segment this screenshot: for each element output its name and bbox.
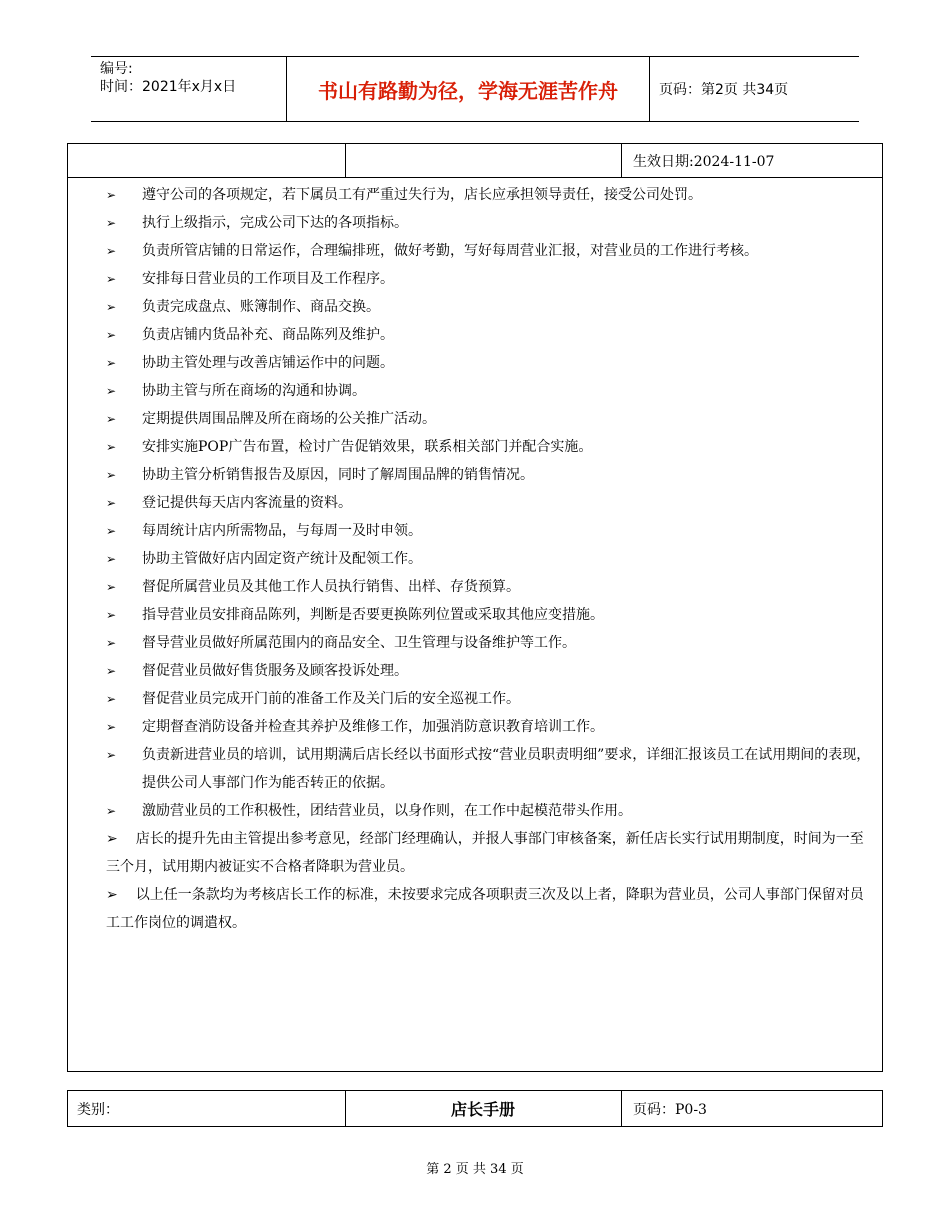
list-item-text: 协助主管做好店内固定资产统计及配领工作。 — [142, 551, 422, 567]
effective-date: 生效日期:2024-11-07 — [633, 153, 775, 170]
category-label: 类别： — [77, 1101, 119, 1118]
list-item-text: 执行上级指示，完成公司下达的各项指标。 — [142, 215, 408, 231]
list-item — [106, 321, 872, 349]
arrowhead-bullet-icon: ➢ — [106, 887, 118, 903]
arrowhead-bullet-icon: ➢ — [106, 831, 118, 847]
code-label: 编号: — [100, 61, 133, 77]
list-item-text: 定期督查消防设备并检查其养护及维修工作，加强消防意识教育培训工作。 — [142, 719, 604, 735]
list-item-text: 激励营业员的工作积极性，团结营业员，以身作则，在工作中起模范带头作用。 — [142, 803, 632, 819]
list-item-text: 协助主管与所在商场的沟通和协调。 — [142, 383, 366, 399]
list-item-text: 安排实施POP广告布置，检讨广告促销效果，联系相关部门并配合实施。 — [142, 439, 593, 455]
list-item — [106, 685, 872, 713]
list-item-text: 负责新进营业员的培训，试用期满后店长经以书面形式按“营业员职责明细”要求，详细汇报该员工在试用期间的表现，提供公司人事部门作为能否转正的依据。 — [142, 747, 871, 791]
list-item-text: 每周统计店内所需物品，与每周一及时申领。 — [142, 523, 422, 539]
paragraph-text: 以上任一条款均为考核店长工作的标准，未按要求完成各项职责三次及以上者，降职为营业员，公司人事部门保留对员工工作岗位的调遣权。 — [106, 887, 864, 931]
cell-divider — [345, 144, 346, 177]
time-label: 时间：2021年x月x日 — [100, 79, 237, 95]
arrowhead-bullet-icon: ➢ — [106, 216, 117, 230]
list-item — [106, 797, 872, 825]
list-item — [106, 489, 872, 517]
footer-table — [67, 1090, 883, 1127]
arrowhead-bullet-icon: ➢ — [106, 664, 117, 678]
cell-divider — [621, 144, 622, 177]
cell-divider — [621, 1091, 622, 1126]
list-item — [106, 349, 872, 377]
list-item-text: 指导营业员安排商品陈列，判断是否要更换陈列位置或采取其他应变措施。 — [142, 607, 604, 623]
list-item — [106, 573, 872, 601]
arrowhead-bullet-icon: ➢ — [106, 552, 117, 566]
list-item — [106, 657, 872, 685]
content-frame — [67, 143, 883, 1072]
list-item-text: 负责店铺内货品补充、商品陈列及维护。 — [142, 327, 394, 343]
arrowhead-bullet-icon: ➢ — [106, 580, 117, 594]
arrowhead-bullet-icon: ➢ — [106, 496, 117, 510]
paragraph-text: 店长的提升先由主管提出参考意见，经部门经理确认，并报人事部门审核备案，新任店长实行试用期制度，时间为一至三个月，试用期内被证实不合格者降职为营业员。 — [106, 831, 864, 875]
arrowhead-bullet-icon: ➢ — [106, 636, 117, 650]
list-item — [106, 293, 872, 321]
list-item — [106, 433, 872, 461]
policy-paragraph — [106, 825, 872, 881]
list-item — [106, 545, 872, 573]
list-item — [106, 741, 872, 797]
motto: 书山有路勤为径，学海无涯苦作舟 — [318, 78, 618, 103]
list-item-text: 督导营业员做好所属范围内的商品安全、卫生管理与设备维护等工作。 — [142, 635, 576, 651]
header-divider — [649, 56, 650, 122]
arrowhead-bullet-icon: ➢ — [106, 720, 117, 734]
list-item-text: 遵守公司的各项规定，若下属员工有严重过失行为，店长应承担领导责任，接受公司处罚。 — [142, 187, 702, 203]
list-item-text: 负责所管店铺的日常运作，合理编排班，做好考勤，写好每周营业汇报，对营业员的工作进行考核。 — [142, 243, 758, 259]
page-number: 第 2 页 共 34 页 — [426, 1162, 524, 1177]
list-item — [106, 237, 872, 265]
footer-page-code: 页码：P0-3 — [633, 1101, 707, 1118]
list-item — [106, 629, 872, 657]
arrowhead-bullet-icon: ➢ — [106, 524, 117, 538]
list-item-text: 督促营业员完成开门前的准备工作及关门后的安全巡视工作。 — [142, 691, 520, 707]
list-item-text: 督促所属营业员及其他工作人员执行销售、出样、存货预算。 — [142, 579, 520, 595]
doc-info-row — [68, 144, 882, 178]
arrowhead-bullet-icon: ➢ — [106, 244, 117, 258]
list-item-text: 负责完成盘点、账簿制作、商品交换。 — [142, 299, 380, 315]
list-item — [106, 405, 872, 433]
arrowhead-bullet-icon: ➢ — [106, 272, 117, 286]
header-meta — [100, 60, 285, 96]
list-item-text: 协助主管处理与改善店铺运作中的问题。 — [142, 355, 394, 371]
list-item-text: 督促营业员做好售货服务及顾客投诉处理。 — [142, 663, 408, 679]
arrowhead-bullet-icon: ➢ — [106, 748, 117, 762]
list-item — [106, 713, 872, 741]
arrowhead-bullet-icon: ➢ — [106, 384, 117, 398]
arrowhead-bullet-icon: ➢ — [106, 608, 117, 622]
arrowhead-bullet-icon: ➢ — [106, 804, 117, 818]
list-item-text: 定期提供周围品牌及所在商场的公关推广活动。 — [142, 411, 436, 427]
arrowhead-bullet-icon: ➢ — [106, 468, 117, 482]
header-page-label: 页码：第2页 共34页 — [659, 82, 789, 98]
arrowhead-bullet-icon: ➢ — [106, 440, 117, 454]
manual-title: 店长手册 — [450, 1100, 515, 1119]
list-item — [106, 461, 872, 489]
list-item — [106, 209, 872, 237]
responsibility-list — [106, 181, 872, 937]
arrowhead-bullet-icon: ➢ — [106, 328, 117, 342]
list-item — [106, 265, 872, 293]
arrowhead-bullet-icon: ➢ — [106, 412, 117, 426]
list-item — [106, 181, 872, 209]
list-item-text: 协助主管分析销售报告及原因，同时了解周围品牌的销售情况。 — [142, 467, 534, 483]
arrowhead-bullet-icon: ➢ — [106, 188, 117, 202]
list-item-text: 安排每日营业员的工作项目及工作程序。 — [142, 271, 394, 287]
list-item — [106, 377, 872, 405]
list-item-text: 登记提供每天店内客流量的资料。 — [142, 495, 352, 511]
arrowhead-bullet-icon: ➢ — [106, 300, 117, 314]
arrowhead-bullet-icon: ➢ — [106, 356, 117, 370]
list-item — [106, 517, 872, 545]
policy-paragraph — [106, 881, 872, 937]
arrowhead-bullet-icon: ➢ — [106, 692, 117, 706]
list-item — [106, 601, 872, 629]
